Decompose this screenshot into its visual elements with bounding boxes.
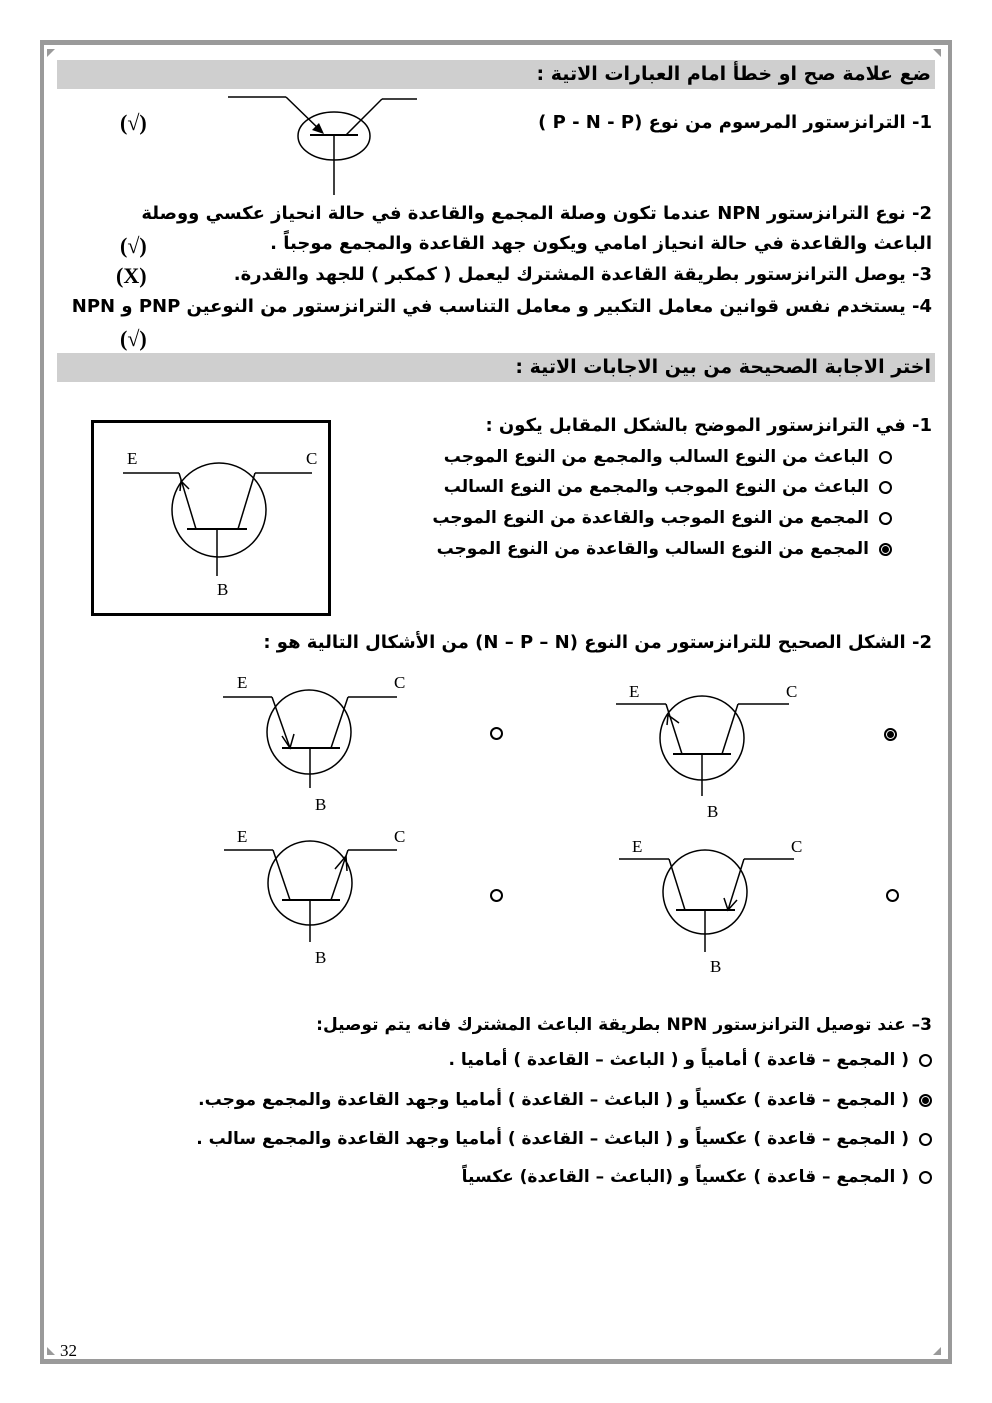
mcq2-figure-top-right [600, 670, 810, 820]
mcq2-question: 2- الشكل الصحيح للترانزستور من النوع (N – P – N) من الأشكال التالية هو : [263, 632, 932, 653]
emitter-label: E [237, 827, 248, 846]
collector-label: C [791, 837, 803, 856]
radio-button[interactable] [879, 512, 892, 525]
emitter-label: E [629, 682, 640, 701]
emitter-label: E [632, 837, 643, 856]
npn-symbol-figure [94, 423, 328, 613]
page-number: 32 [60, 1341, 77, 1360]
tf-item-3: 3- يوصل الترانزستور بطريقة القاعدة المشترك ليعمل ( كمكبر ) للجهد والقدرة. [233, 264, 932, 285]
option-label: الباعث من النوع الموجب والمجمع من النوع السالب [443, 477, 869, 497]
collector-label: C [306, 449, 318, 468]
option-label: ( المجمع – قاعدة ) أمامياً و ( الباعث – القاعدة ) أماميا . [448, 1050, 909, 1070]
collector-label: C [394, 827, 406, 846]
mcq3-option-3[interactable] [196, 1129, 932, 1149]
radio-button[interactable] [879, 451, 892, 464]
corner-ornament [47, 1347, 55, 1355]
mcq1-figure-box [91, 420, 331, 616]
tf-item-2-line2: الباعث والقاعدة في حالة انحياز امامي ويكون جهد القاعدة والمجمع موجباً . [270, 233, 932, 254]
base-label: B [710, 957, 722, 976]
mcq1-option-3[interactable] [432, 508, 892, 528]
mcq1-option-2[interactable] [444, 477, 892, 497]
mcq2-figure-bottom-right [600, 830, 810, 980]
corner-ornament [47, 49, 55, 57]
pnp-symbol-figure [220, 90, 430, 200]
base-label: B [315, 795, 327, 814]
radio-button[interactable] [879, 481, 892, 494]
option-label: ( المجمع – قاعدة ) عكسياً و ( الباعث – القاعدة ) أماميا وجهد القاعدة والمجمع سالب . [196, 1129, 909, 1149]
radio-button[interactable] [919, 1171, 932, 1184]
radio-button[interactable] [919, 1054, 932, 1067]
mcq3-option-2[interactable] [198, 1090, 932, 1110]
option-label: المجمع من النوع السالب والقاعدة من النوع الموجب [436, 539, 869, 559]
section2-title: اختر الاجابة الصحيحة من بين الاجابات الاتية : [57, 353, 935, 382]
option-label: ( المجمع – قاعدة ) عكسياً و (الباعث – القاعدة) عكسياً [461, 1167, 909, 1187]
tf-mark-1: (√) [120, 110, 147, 135]
page-border-top [40, 40, 952, 45]
radio-button[interactable] [919, 1133, 932, 1146]
mcq1-question: 1- في الترانزستور الموضح بالشكل المقابل يكون : [485, 415, 932, 436]
tf-mark-3: (X) [116, 263, 147, 288]
mcq2-figure-bottom-left [210, 820, 420, 970]
mcq2-radio-top-right-selected[interactable] [884, 728, 897, 741]
section1-title: ضع علامة صح او خطأ امام العبارات الاتية : [57, 60, 935, 89]
mcq3-question: 3– عند توصيل الترانزستور NPN بطريقة الباعث المشترك فانه يتم توصيل: [316, 1015, 932, 1035]
mcq2-figure-top-left [210, 670, 420, 820]
base-label: B [707, 802, 719, 820]
mcq3-option-1[interactable] [448, 1050, 932, 1070]
option-label: ( المجمع – قاعدة ) عكسياً و ( الباعث – القاعدة ) أماميا وجهد القاعدة والمجمع موجب. [198, 1090, 909, 1110]
page-border-right [948, 40, 952, 1364]
mcq1-option-1[interactable] [444, 447, 892, 467]
mcq1-option-4[interactable] [437, 539, 892, 559]
tf-mark-4: (√) [120, 326, 147, 351]
page-border-bottom [40, 1359, 952, 1364]
option-label: الباعث من النوع السالب والمجمع من النوع الموجب [443, 447, 869, 467]
tf-item-1: 1- الترانزستور المرسوم من نوع (P - N - P ) [538, 112, 932, 133]
option-label: المجمع من النوع الموجب والقاعدة من النوع الموجب [432, 508, 869, 528]
base-label: B [315, 948, 327, 967]
mcq2-radio-bottom-left[interactable] [490, 889, 503, 902]
mcq3-option-4[interactable] [462, 1167, 932, 1187]
collector-label: C [394, 673, 406, 692]
radio-button-selected[interactable] [919, 1094, 932, 1107]
corner-ornament [933, 1347, 941, 1355]
mcq2-radio-bottom-right[interactable] [886, 889, 899, 902]
page-border-left [40, 40, 44, 1364]
emitter-label: E [237, 673, 248, 692]
mcq2-radio-top-left[interactable] [490, 727, 503, 740]
emitter-label: E [127, 449, 138, 468]
tf-item-2-line1: 2- نوع الترانزستور NPN عندما تكون وصلة المجمع والقاعدة في حالة انحياز عكسي ووصلة [141, 203, 932, 224]
radio-button-selected[interactable] [879, 543, 892, 556]
base-label: B [217, 580, 229, 599]
corner-ornament [933, 49, 941, 57]
collector-label: C [786, 682, 798, 701]
tf-mark-2: (√) [120, 233, 147, 258]
tf-item-4: 4- يستخدم نفس قوانين معامل التكبير و معامل التناسب في الترانزستور من النوعين PNP و NPN [71, 296, 932, 317]
